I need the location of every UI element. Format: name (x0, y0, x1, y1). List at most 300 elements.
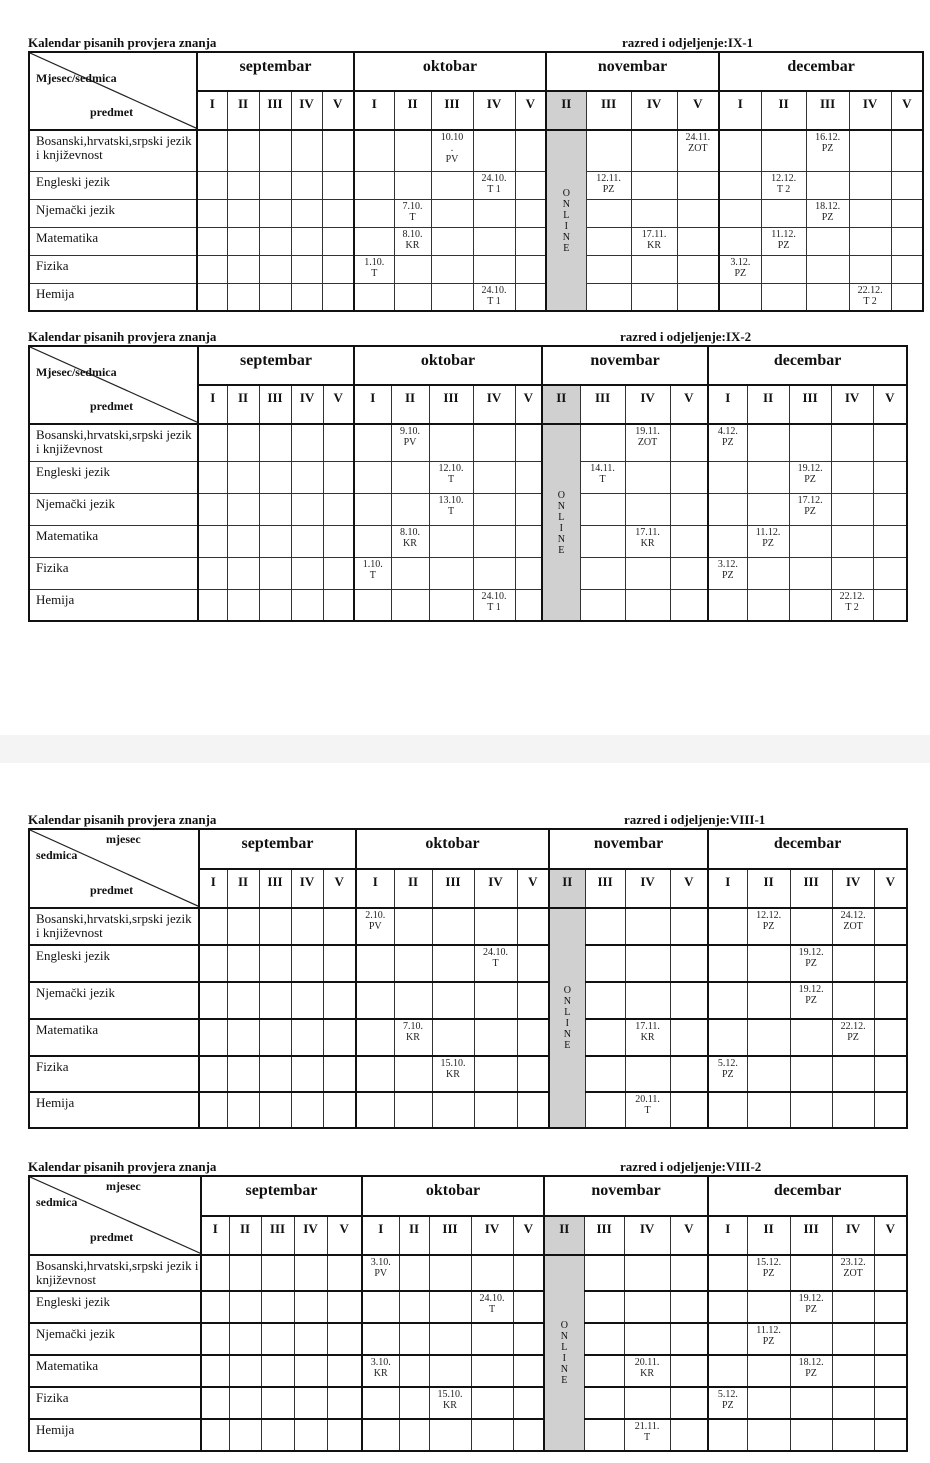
schedule-cell (747, 1419, 790, 1451)
schedule-cell (806, 283, 849, 311)
schedule-cell (429, 1419, 471, 1451)
schedule-cell (429, 589, 473, 621)
schedule-cell (259, 1056, 291, 1092)
week-header-decembar-III: III (790, 869, 832, 908)
schedule-cell (708, 1092, 747, 1128)
online-label: ONLINE (562, 187, 570, 254)
exam-date: 7.10. (403, 1021, 423, 1032)
schedule-cell (874, 1419, 907, 1451)
exam-entry (625, 424, 670, 461)
schedule-cell (291, 589, 323, 621)
exam-date: 21.11. (634, 1421, 660, 1432)
schedule-cell (259, 461, 291, 493)
exam-date: 14.11. (590, 462, 615, 474)
schedule-cell (761, 130, 806, 171)
schedule-cell (874, 1291, 907, 1323)
schedule-cell (227, 424, 259, 461)
schedule-cell (515, 424, 542, 461)
exam-entry (832, 1255, 874, 1291)
month-header-oktobar: oktobar (354, 346, 542, 385)
exam-date: 15.12. (756, 1257, 782, 1268)
week-header-oktobar-V: V (515, 385, 542, 424)
schedule-cell (586, 130, 631, 171)
schedule-cell (708, 908, 747, 945)
table-row (29, 283, 923, 311)
exam-date: 3.10. (370, 1257, 391, 1268)
schedule-cell (327, 1387, 362, 1419)
week-header-novembar-IV: IV (625, 385, 670, 424)
schedule-cell (515, 227, 546, 255)
schedule-cell (515, 171, 546, 199)
week-header-septembar-II: II (227, 385, 259, 424)
schedule-cell (874, 1019, 907, 1056)
schedule-cell (197, 199, 227, 227)
corner-label-month-week: Mjesec/sedmica (36, 365, 117, 379)
schedule-cell (670, 1291, 708, 1323)
schedule-cell (259, 227, 291, 255)
schedule-cell (474, 1056, 517, 1092)
schedule-cell (625, 589, 670, 621)
week-header-decembar-IV: IV (832, 869, 874, 908)
schedule-cell (473, 493, 515, 525)
schedule-cell (708, 945, 747, 982)
schedule-cell (670, 945, 708, 982)
schedule-cell (625, 908, 670, 945)
exam-date: 1.10. (362, 558, 383, 570)
exam-date: 17.11. (635, 1021, 660, 1032)
exam-type: PZ (804, 505, 816, 517)
schedule-cell (873, 557, 907, 589)
week-header-oktobar-I: I (356, 869, 394, 908)
week-header-septembar-I: I (199, 869, 227, 908)
schedule-cell (849, 255, 891, 283)
month-header-novembar: novembar (546, 52, 719, 91)
schedule-cell (473, 557, 515, 589)
schedule-cell (201, 1323, 229, 1355)
week-header-decembar-II: II (747, 869, 790, 908)
schedule-cell (323, 461, 354, 493)
schedule-cell (789, 424, 831, 461)
exam-date: 1.10. (364, 256, 385, 268)
exam-entry (394, 227, 431, 255)
schedule-cell (227, 982, 259, 1019)
schedule-cell (831, 525, 873, 557)
exam-date: 20.11. (634, 1357, 660, 1368)
schedule-cell (585, 1056, 625, 1092)
subject-name: Bosanski,hrvatski,srpski jezik i književnost (29, 1255, 201, 1291)
subject-name: Hemija (29, 589, 198, 621)
schedule-cell (474, 1019, 517, 1056)
month-header-decembar: decembar (708, 1176, 907, 1216)
month-header-oktobar: oktobar (354, 52, 546, 91)
schedule-cell (197, 171, 227, 199)
schedule-cell (399, 1387, 429, 1419)
schedule-cell (515, 283, 546, 311)
schedule-cell (323, 1019, 356, 1056)
month-header-novembar: novembar (549, 829, 708, 869)
schedule-cell (517, 908, 549, 945)
schedule-cell (354, 461, 391, 493)
week-header-decembar-V: V (873, 385, 907, 424)
schedule-cell (259, 557, 291, 589)
schedule-cell (227, 130, 259, 171)
exam-entry (806, 199, 849, 227)
schedule-cell (708, 461, 747, 493)
schedule-cell (354, 493, 391, 525)
schedule-cell (874, 1092, 907, 1128)
schedule-cell (874, 982, 907, 1019)
schedule-cell (513, 1291, 544, 1323)
week-header-decembar-I: I (719, 91, 761, 130)
schedule-cell (515, 493, 542, 525)
exam-date: 24.10. (479, 1293, 505, 1304)
schedule-cell (708, 493, 747, 525)
schedule-cell (631, 130, 677, 171)
schedule-cell (327, 1419, 362, 1451)
table-row (29, 227, 923, 255)
exam-type: PZ (805, 1304, 817, 1315)
exam-entry (832, 908, 874, 945)
schedule-cell (517, 945, 549, 982)
schedule-cell (394, 982, 432, 1019)
schedule-cell (761, 283, 806, 311)
exam-type: KR (640, 1032, 655, 1043)
exam-entry (473, 171, 515, 199)
schedule-cell (201, 1355, 229, 1387)
schedule-cell (323, 1092, 356, 1128)
schedule-cell (517, 1056, 549, 1092)
schedule-cell (229, 1291, 261, 1323)
week-header-oktobar-V: V (515, 91, 546, 130)
exam-type: ZOT (637, 437, 658, 448)
week-header-septembar-IV: IV (291, 91, 322, 130)
schedule-cell (670, 982, 708, 1019)
week-header-decembar-V: V (891, 91, 923, 130)
exam-type: PZ (721, 569, 734, 581)
exam-date: 17.11. (641, 228, 667, 240)
class-label: razred i odjeljenje:IX-1 (622, 35, 754, 50)
schedule-cell (631, 255, 677, 283)
week-header-decembar-II: II (747, 1216, 790, 1255)
exam-type: PZ (762, 921, 775, 932)
schedule-cell (259, 199, 291, 227)
exam-date: 17.12. (797, 494, 823, 506)
exam-type: T (369, 569, 376, 581)
week-header-septembar-IV: IV (294, 1216, 327, 1255)
schedule-cell (227, 557, 259, 589)
schedule-cell (891, 283, 923, 311)
table-row (29, 424, 907, 461)
schedule-cell (399, 1323, 429, 1355)
schedule-cell (431, 227, 473, 255)
schedule-cell (227, 589, 259, 621)
schedule-cell (625, 1056, 670, 1092)
schedule-cell (362, 1387, 399, 1419)
week-header-novembar-III: III (585, 869, 625, 908)
table-row (29, 557, 907, 589)
month-header-oktobar: oktobar (356, 829, 549, 869)
exam-entry (790, 982, 832, 1019)
schedule-cell (429, 424, 473, 461)
schedule-cell (394, 130, 431, 171)
corner-header (29, 52, 197, 130)
exam-type: PZ (762, 1268, 775, 1279)
exam-type: T (447, 473, 455, 485)
schedule-cell (327, 1291, 362, 1323)
online-column (549, 908, 585, 1128)
schedule-cell (354, 589, 391, 621)
subject-name: Hemija (29, 1419, 201, 1451)
schedule-cell (471, 1355, 513, 1387)
schedule-cell (891, 227, 923, 255)
schedule-cell (198, 493, 227, 525)
subject-name: Engleski jezik (29, 945, 199, 982)
corner-header (29, 829, 199, 908)
schedule-cell (677, 171, 719, 199)
schedule-cell (708, 1355, 747, 1387)
exam-entry (394, 1019, 432, 1056)
subject-name: Fizika (29, 1387, 201, 1419)
exam-entry (586, 171, 631, 199)
schedule-cell (873, 424, 907, 461)
subject-name: Njemački jezik (29, 493, 198, 525)
schedule-cell (323, 424, 354, 461)
exam-entry (362, 1255, 399, 1291)
exam-date: 22.12. (857, 284, 883, 296)
schedule-cell (513, 1419, 544, 1451)
exam-type: KR (640, 1368, 655, 1379)
schedule-cell (471, 1419, 513, 1451)
schedule-cell (670, 1387, 708, 1419)
week-header-novembar-II: II (549, 869, 585, 908)
schedule-cell (291, 171, 322, 199)
schedule-cell (625, 945, 670, 982)
online-label: ONLINE (563, 985, 571, 1051)
schedule-cell (832, 1092, 874, 1128)
exam-entry (580, 461, 625, 493)
exam-date: 19.12. (798, 984, 824, 995)
exam-date: 22.12. (839, 590, 865, 602)
schedule-cell (747, 557, 789, 589)
schedule-cell (790, 1255, 832, 1291)
schedule-cell (849, 171, 891, 199)
schedule-cell (432, 1019, 474, 1056)
schedule-cell (586, 283, 631, 311)
schedule-cell (322, 171, 354, 199)
schedule-cell (670, 424, 708, 461)
schedule-cell (259, 982, 291, 1019)
exam-type: KR (373, 1368, 388, 1379)
schedule-cell (832, 1323, 874, 1355)
schedule-cell (624, 1255, 670, 1291)
schedule-cell (584, 1255, 624, 1291)
schedule-cell (291, 525, 323, 557)
schedule-cell (432, 945, 474, 982)
corner-label-month: mjesec (106, 832, 141, 846)
corner-label-subject: predmet (90, 399, 134, 413)
schedule-cell (670, 1019, 708, 1056)
schedule-cell (473, 130, 515, 171)
exam-type: PZ (804, 473, 816, 485)
schedule-cell (259, 1092, 291, 1128)
table-row (29, 255, 923, 283)
schedule-cell (327, 1255, 362, 1291)
schedule-cell (790, 1419, 832, 1451)
exam-entry (747, 1255, 790, 1291)
month-header-decembar: decembar (708, 346, 907, 385)
schedule-cell (199, 982, 227, 1019)
schedule-cell (323, 557, 354, 589)
week-header-novembar-II: II (546, 91, 586, 130)
week-header-oktobar-III: III (429, 1216, 471, 1255)
week-header-septembar-II: II (229, 1216, 261, 1255)
schedule-cell (517, 1092, 549, 1128)
subject-name: Engleski jezik (29, 171, 197, 199)
week-header-oktobar-II: II (394, 91, 431, 130)
week-header-oktobar-I: I (362, 1216, 399, 1255)
schedule-cell (670, 1323, 708, 1355)
schedule-cell (831, 424, 873, 461)
schedule-cell (670, 557, 708, 589)
exam-type: T (644, 1432, 651, 1443)
exam-entry (708, 1056, 747, 1092)
schedule-cell (719, 227, 761, 255)
class-label: razred i odjeljenje:VIII-1 (624, 812, 766, 827)
schedule-cell (631, 199, 677, 227)
schedule-cell (323, 525, 354, 557)
schedule-cell (291, 130, 322, 171)
schedule-cell (789, 589, 831, 621)
schedule-cell (227, 945, 259, 982)
schedule-cell (399, 1255, 429, 1291)
schedule-cell (354, 525, 391, 557)
schedule-cell (580, 557, 625, 589)
online-column (546, 130, 586, 311)
schedule-cell (294, 1323, 327, 1355)
exam-entry (631, 227, 677, 255)
schedule-cell (874, 945, 907, 982)
schedule-cell (719, 130, 761, 171)
month-header-septembar: septembar (201, 1176, 362, 1216)
week-header-novembar-III: III (580, 385, 625, 424)
week-header-oktobar-II: II (399, 1216, 429, 1255)
schedule-cell (625, 493, 670, 525)
schedule-cell (362, 1291, 399, 1323)
subject-name: Bosanski,hrvatski,srpski jezik i književnost (29, 908, 199, 945)
schedule-cell (259, 424, 291, 461)
schedule-cell (291, 908, 323, 945)
schedule-cell (584, 1387, 624, 1419)
schedule-cell (261, 1291, 294, 1323)
exam-type: PZ (762, 537, 774, 549)
schedule-cell (391, 493, 429, 525)
exam-date: 12.12. (771, 172, 797, 184)
exam-type: PZ (721, 1069, 734, 1080)
table-row (29, 945, 907, 982)
schedule-cell (291, 424, 323, 461)
schedule-cell (670, 1419, 708, 1451)
schedule-cell (356, 945, 394, 982)
schedule-cell (515, 255, 546, 283)
schedule-cell (227, 461, 259, 493)
schedule-cell (670, 493, 708, 525)
exam-entry (806, 130, 849, 171)
exam-type: PZ (805, 1368, 817, 1379)
week-header-septembar-III: III (261, 1216, 294, 1255)
schedule-cell (399, 1291, 429, 1323)
exam-type: PZ (805, 958, 817, 969)
exam-entry (625, 525, 670, 557)
corner-label-month: mjesec (106, 1179, 141, 1193)
calendar-grid (28, 1175, 908, 1452)
week-header-decembar-IV: IV (831, 385, 873, 424)
subject-name: Matematika (29, 1355, 201, 1387)
schedule-cell (323, 945, 356, 982)
exam-type: T 1 (487, 601, 501, 613)
schedule-cell (391, 589, 429, 621)
schedule-cell (474, 908, 517, 945)
corner-label-week: sedmica (36, 848, 78, 862)
exam-entry (624, 1419, 670, 1451)
table-title: Kalendar pisanih provjera znanja (28, 812, 217, 827)
schedule-cell (394, 1056, 432, 1092)
schedule-cell (429, 525, 473, 557)
schedule-cell (747, 1056, 790, 1092)
schedule-cell (201, 1255, 229, 1291)
schedule-cell (291, 227, 322, 255)
schedule-cell (473, 461, 515, 493)
schedule-cell (708, 525, 747, 557)
exam-entry (394, 199, 431, 227)
schedule-cell (399, 1419, 429, 1451)
schedule-cell (259, 945, 291, 982)
schedule-cell (631, 283, 677, 311)
exam-date: 19.12. (797, 462, 823, 474)
week-header-oktobar-II: II (391, 385, 429, 424)
table-row (29, 461, 907, 493)
exam-type: ZOT (843, 1268, 863, 1279)
corner-label-subject: predmet (90, 105, 134, 119)
exam-entry (473, 283, 515, 311)
exam-entry (431, 130, 473, 171)
calendar-grid (28, 345, 908, 622)
schedule-cell (291, 461, 323, 493)
week-header-septembar-II: II (227, 869, 259, 908)
schedule-cell (670, 908, 708, 945)
schedule-cell (362, 1419, 399, 1451)
schedule-cell (670, 1355, 708, 1387)
schedule-cell (432, 1092, 474, 1128)
exam-type: T (599, 473, 606, 485)
schedule-cell (708, 1291, 747, 1323)
week-header-oktobar-V: V (517, 869, 549, 908)
exam-entry (747, 1323, 790, 1355)
exam-date: 9.10. (400, 426, 420, 437)
online-column (544, 1255, 584, 1451)
exam-type: PZ (847, 1032, 859, 1043)
schedule-cell (229, 1419, 261, 1451)
schedule-cell (201, 1387, 229, 1419)
month-header-septembar: septembar (199, 829, 356, 869)
schedule-cell (515, 589, 542, 621)
exam-entry (832, 1019, 874, 1056)
schedule-cell (747, 1019, 790, 1056)
exam-type: T (644, 1105, 651, 1116)
schedule-cell (323, 908, 356, 945)
exam-type: KR (446, 1069, 460, 1080)
table-row (29, 589, 907, 621)
exam-type: KR (443, 1400, 457, 1411)
